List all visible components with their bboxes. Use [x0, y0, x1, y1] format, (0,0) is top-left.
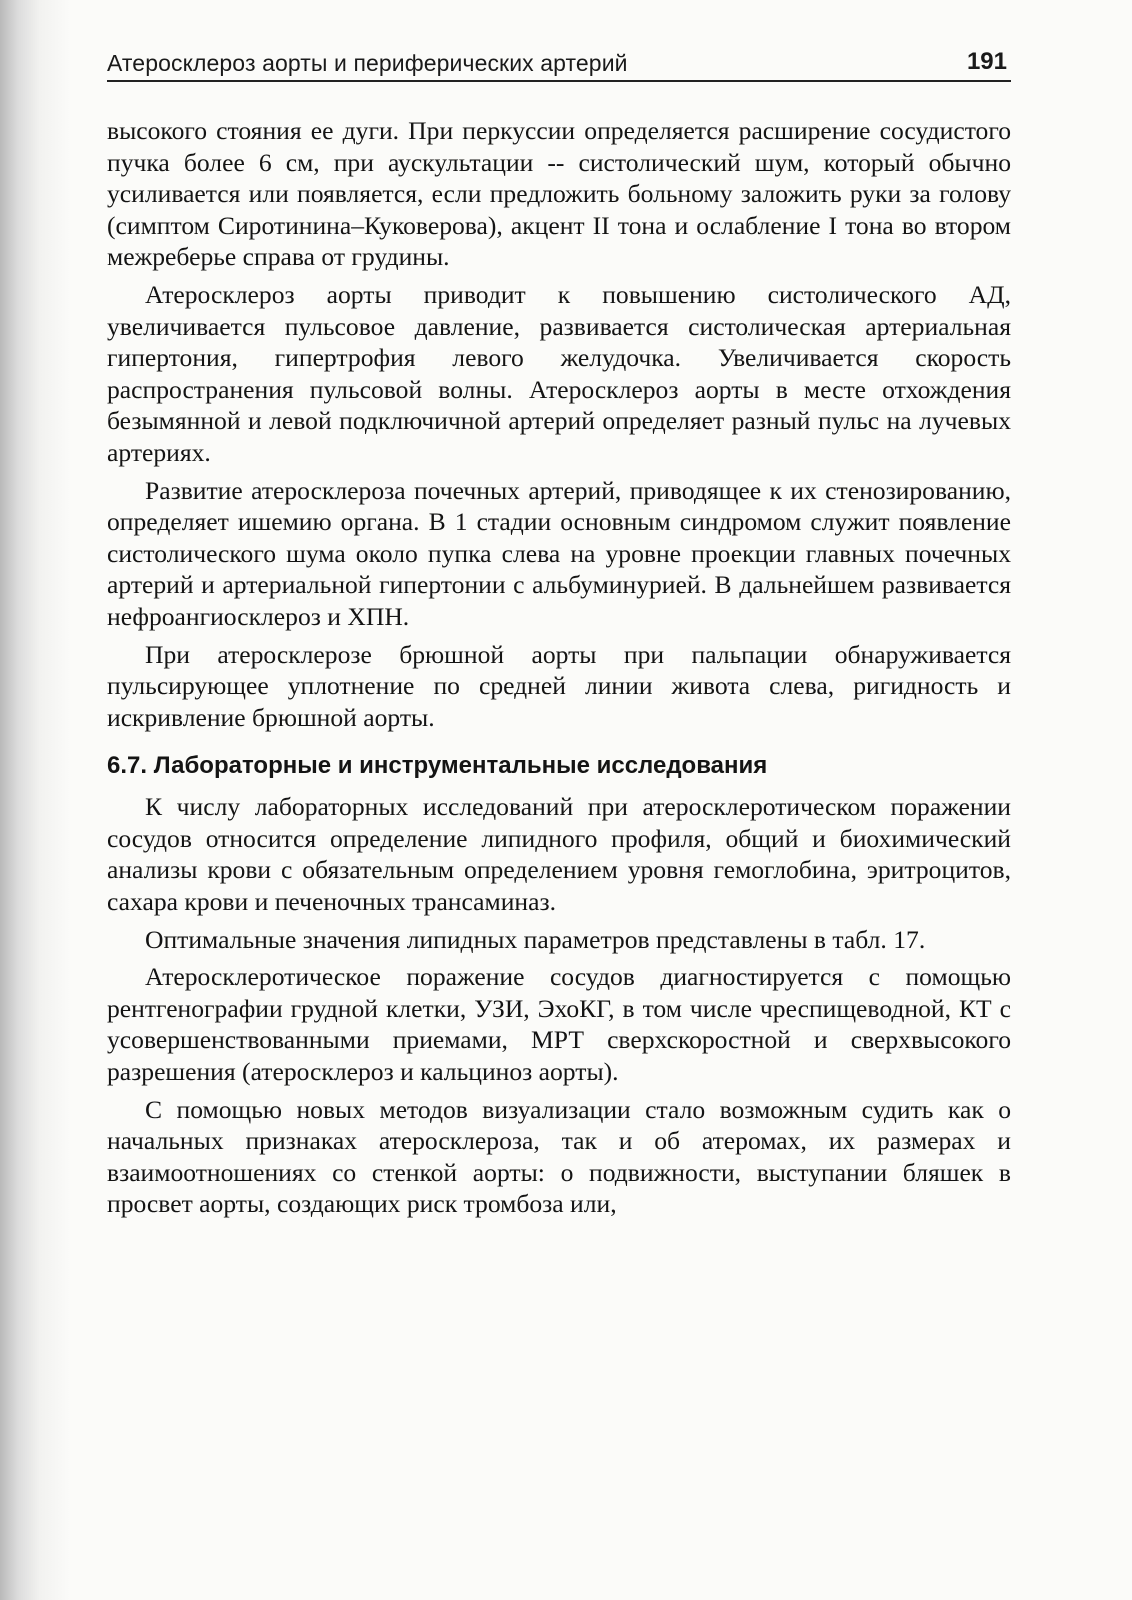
- paragraph: С помощью новых методов визуализации стало возможным судить как о начальных признаках атеросклероза, так и об атеромах, их размерах и взаимоотношениях со стенкой аорты: о подвижности, выступании бляшек в просвет аорты, создающих риск тромбоза или,: [107, 1094, 1011, 1219]
- paragraph: Атеросклероз аорты приводит к повышению систолического АД, увеличивается пульсовое давление, развивается систолическая артериальная гипертония, гипертрофия левого желудочка. Увеличивается скорость распространения пульсовой волны. Атеросклероз аорты в месте отхождения безымянной и левой подключичной артерий определяет разный пульс на лучевых артериях.: [107, 279, 1011, 467]
- paragraph: К числу лабораторных исследований при атеросклеротическом поражении сосудов относится определение липидного профиля, общий и биохимический анализы крови с обязательным определением уровня гемоглобина, эритроцитов, сахара крови и печеночных трансаминаз.: [107, 792, 1011, 917]
- paragraph: высокого стояния ее дуги. При перкуссии определяется расширение сосудистого пучка более 6 см, при аускультации -- систолический шум, который обычно усиливается или появляется, если предложить больному заложить руки за голову (симптом Сиротинина–Куковерова), акцент II тона и ослабление I тона во втором межреберье справа от грудины.: [107, 116, 1011, 272]
- paragraph: Оптимальные значения липидных параметров представлены в табл. 17.: [145, 924, 926, 954]
- paragraph: При атеросклерозе брюшной аорты при пальпации обнаруживается пульсирующее уплотнение по средней линии живота слева, ригидность и искривление брюшной аорты.: [107, 639, 1011, 732]
- section-heading: 6.7. Лабораторные и инструментальные исследования: [107, 752, 768, 780]
- page-number: 191: [966, 48, 1007, 75]
- paragraph: Развитие атеросклероза почечных артерий, приводящее к их стенозированию, определяет ишемию органа. В 1 стадии основным синдромом служит появление систолического шума около пупка слева на уровне проекции главных почечных артерий и артериальной гипертонии с альбуминурией. В дальнейшем развивается нефроангиосклероз и ХПН.: [107, 475, 1011, 631]
- running-title: Атеросклероз аорты и периферических артерий: [107, 50, 628, 76]
- page-header: [107, 46, 1011, 82]
- paragraph: Атеросклеротическое поражение сосудов диагностируется с помощью рентгенографии грудной клетки, УЗИ, ЭхоКГ, в том числе чреспищеводной, КТ с усовершенствованными приемами, МРТ сверхскоростной и сверхвысокого разрешения (атеросклероз и кальциноз аорты).: [107, 962, 1011, 1087]
- main-text: [107, 115, 1011, 1226]
